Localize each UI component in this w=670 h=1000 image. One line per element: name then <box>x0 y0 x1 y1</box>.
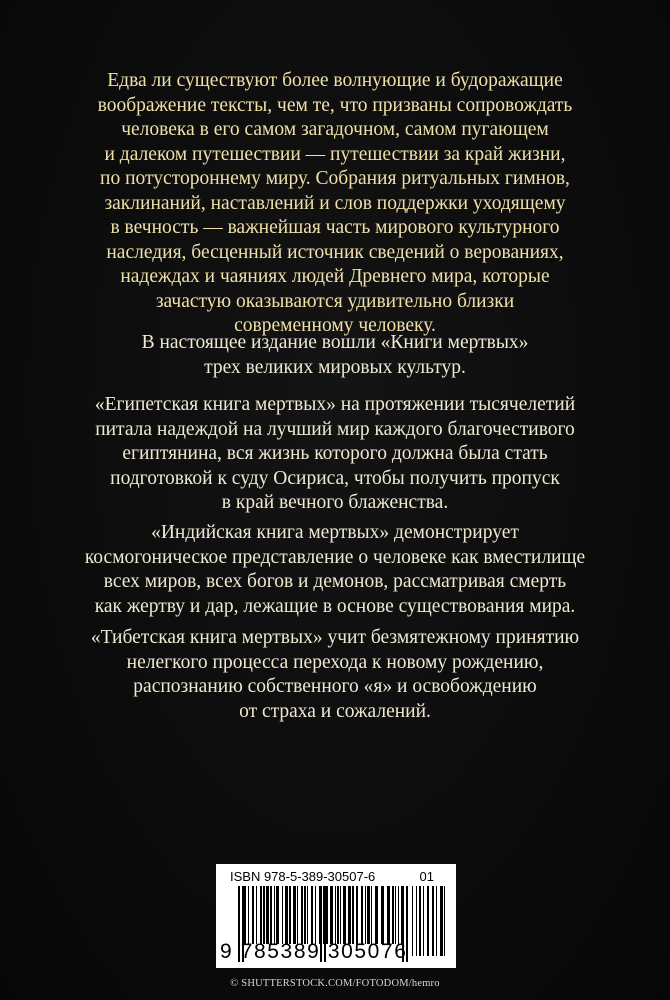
text-line: по потустороннему миру. Собрания ритуальных гимнов, <box>100 168 570 189</box>
barcode-bar <box>307 886 308 944</box>
text-line: «Индийская книга мертвых» демонстрирует <box>151 522 519 543</box>
text-line: Едва ли существуют более волнующие и будоражащие <box>107 70 563 91</box>
text-line: от страха и сожалений. <box>239 700 431 722</box>
barcode-bar <box>335 886 336 944</box>
text-line: «Тибетская книга мертвых» учит безмятежному принятию <box>90 627 580 648</box>
text-line: «Египетская книга мертвых» на протяжении тысячелетий <box>94 394 576 415</box>
barcode-bar <box>266 886 269 944</box>
text-line: В настоящее издание вошли «Книги мертвых» <box>141 332 529 353</box>
text-line: космогоническое представление о человеке как вместилище <box>84 546 586 568</box>
text-line: и далеком путешествии — путешествии за край жизни, <box>104 143 566 165</box>
barcode-bar <box>326 886 328 944</box>
text-line: заклинаний, наставлений и слов поддержки уходящему <box>104 192 566 214</box>
text-line: трех великих мировых культур. <box>204 356 466 378</box>
barcode-bar <box>337 886 339 944</box>
barcode-bar <box>260 886 262 944</box>
text-line: подготовкой к суду Осириса, чтобы получить пропуск <box>110 467 560 489</box>
text-line: всех миров, всех богов и демонов, рассматривая смерть <box>103 571 567 592</box>
barcode-bar <box>315 886 316 944</box>
text-line: в край вечного блаженства. <box>221 492 449 513</box>
barcode-bar <box>297 886 298 944</box>
barcode-digits: 9 785389 305076 <box>220 940 408 963</box>
barcode-bar <box>293 886 296 944</box>
barcode-bar <box>398 886 399 944</box>
intro-paragraph <box>40 69 630 339</box>
indian-book-paragraph <box>40 521 630 619</box>
isbn-addon: 01 <box>419 869 434 884</box>
barcode-bar <box>256 886 257 944</box>
text-line: как жертву и дар, лежащие в основе существования мира. <box>94 595 576 617</box>
barcode-bar <box>371 886 372 944</box>
egyptian-book-paragraph <box>40 393 630 516</box>
text-line: египтянина, вся жизнь которого должна была стать <box>122 443 548 464</box>
barcode-bar <box>330 886 333 944</box>
barcode-bar <box>343 886 346 944</box>
barcode-bar <box>361 886 363 944</box>
barcode-bar <box>244 886 246 944</box>
text-line: современному человеку. <box>234 315 436 336</box>
barcode-bar <box>274 886 275 944</box>
barcode-bar <box>263 886 265 944</box>
photo-credit: © SHUTTERSTOCK.COM/FOTODOM/hemro <box>230 978 440 989</box>
barcode-bar <box>352 886 354 944</box>
barcode-bar <box>356 886 358 944</box>
text-line: распознанию собственного «я» и освобождению <box>133 676 537 697</box>
barcode-bar <box>381 886 384 944</box>
isbn-text: ISBN 978-5-389-30507-6 <box>230 869 376 884</box>
barcode-bar <box>289 886 291 944</box>
barcode-bar <box>270 886 272 944</box>
barcode-bar <box>340 886 341 944</box>
barcode-bar <box>285 886 288 944</box>
barcode-bar <box>248 886 249 944</box>
barcode-bar <box>311 886 313 944</box>
barcode-bar <box>395 886 396 944</box>
barcode-bar <box>365 886 366 944</box>
barcode-bar <box>252 886 254 944</box>
tibetan-book-paragraph <box>40 626 630 724</box>
isbn-number <box>230 869 444 884</box>
text-line: надеждах и чаяниях людей Древнего мира, которые <box>120 266 550 287</box>
barcode-bar <box>392 886 394 944</box>
barcode-bar <box>301 886 303 944</box>
edition-paragraph <box>40 331 630 380</box>
barcode-bar <box>348 886 351 944</box>
text-line: человека в его самом загадочном, самом пугающем <box>121 119 549 140</box>
text-line: наследия, бесценный источник сведений о верованиях, <box>106 241 564 263</box>
barcode-bar <box>319 886 320 944</box>
text-line: зачастую оказываются удивительно близки <box>155 290 515 312</box>
barcode-bar <box>282 886 283 944</box>
barcode-bar <box>375 886 378 944</box>
text-line: воображение тексты, чем те, что призваны сопровождать <box>97 94 573 116</box>
isbn-barcode <box>216 864 456 968</box>
text-line: питала надеждой на лучший мир каждого благочестивого <box>95 418 575 440</box>
text-line: в вечность — важнейшая часть мирового культурного <box>110 217 560 238</box>
barcode-bar <box>276 886 279 944</box>
text-line: нелегкого процесса перехода к новому рождению, <box>126 651 544 673</box>
barcode-bar <box>304 886 306 944</box>
barcode-bar <box>387 886 390 944</box>
barcode-bar <box>367 886 370 944</box>
